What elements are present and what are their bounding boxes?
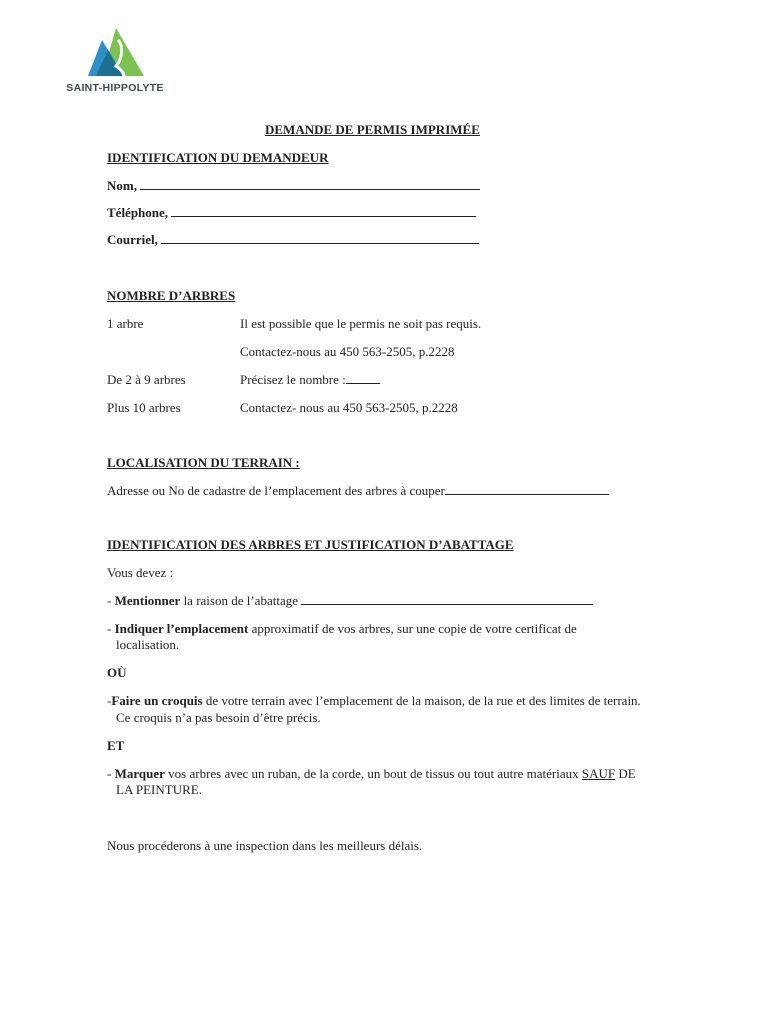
address-line [445, 483, 609, 495]
item-sketch-bold: Faire un croquis [111, 693, 203, 708]
and-label: ET [107, 738, 125, 753]
municipality-logo [56, 26, 174, 100]
item-location-bold: Indiquer l’emplacement [114, 621, 249, 636]
document-title: DEMANDE DE PERMIS IMPRIMÉE [265, 122, 480, 137]
reason-line [301, 593, 593, 605]
tree-count-line [346, 372, 380, 384]
tree-row-text: Précisez le nombre : [240, 372, 346, 387]
phone-label: Téléphone, [107, 205, 169, 220]
or-label: OÙ [107, 665, 127, 680]
name-line [140, 178, 480, 190]
justification-heading: IDENTIFICATION DES ARBRES ET JUSTIFICATION D’ABATTAGE [107, 537, 514, 552]
name-label: Nom, [107, 178, 137, 193]
item-location-text: approximatif de vos arbres, sur une copie de votre certificat de [251, 621, 577, 636]
location-heading: LOCALISATION DU TERRAIN : [107, 455, 300, 470]
intro-text: Vous devez : [107, 565, 174, 580]
email-field [107, 232, 479, 248]
applicant-heading: IDENTIFICATION DU DEMANDEUR [107, 150, 329, 165]
item-mark-text: vos arbres avec un ruban, de la corde, un bout de tissus ou tout autre matériaux [168, 766, 579, 781]
item-mark-text-2: LA PEINTURE. [116, 782, 202, 797]
address-field [107, 483, 609, 499]
item-sketch: -Faire un croquis de votre terrain avec l’emplacement de la maison, de la rue et des limites de terrain. [107, 693, 641, 708]
closing-text: Nous procéderons à une inspection dans les meilleurs délais. [107, 838, 423, 853]
item-sketch-text: de votre terrain avec l’emplacement de la maison, de la rue et des limites de terrain. [205, 693, 641, 708]
item-location: - Indiquer l’emplacement approximatif de vos arbres, sur une copie de votre certificat de [107, 621, 577, 636]
item-mention-bold: Mentionner [114, 593, 181, 608]
tree-row-label: 1 arbre [107, 316, 144, 331]
tree-row-text: Il est possible que le permis ne soit pas requis. [240, 316, 482, 331]
item-mark-sauf: SAUF [581, 766, 616, 781]
tree-row-label: De 2 à 9 arbres [107, 372, 186, 387]
trees-heading: NOMBRE D’ARBRES [107, 288, 236, 303]
item-mark: - Marquer vos arbres avec un ruban, de la corde, un bout de tissus ou tout autre matériaux SAUF DE [107, 766, 636, 781]
tree-row-text: Contactez-nous au 450 563-2505, p.2228 [240, 344, 455, 359]
item-mention: - Mentionner la raison de l’abattage [107, 593, 593, 609]
tree-count-field [240, 372, 380, 388]
phone-field [107, 205, 476, 221]
tree-row-label: Plus 10 arbres [107, 400, 181, 415]
item-mark-de: DE [618, 766, 636, 781]
email-label: Courriel, [107, 232, 158, 247]
logo-text: SAINT-HIPPOLYTE [66, 82, 164, 94]
tree-row-text: Contactez- nous au 450 563-2505, p.2228 [240, 400, 458, 415]
name-field [107, 178, 480, 194]
logo-mountain-icon [88, 26, 144, 82]
item-mark-bold: Marquer [114, 766, 165, 781]
item-location-text-2: localisation. [116, 637, 180, 652]
item-sketch-text-2: Ce croquis n’a pas besoin d’être précis. [116, 710, 321, 725]
address-label: Adresse ou No de cadastre de l’emplacement des arbres à couper [107, 483, 445, 498]
phone-line [171, 205, 476, 217]
item-mention-text: la raison de l’abattage [183, 593, 298, 608]
email-line [161, 232, 479, 244]
